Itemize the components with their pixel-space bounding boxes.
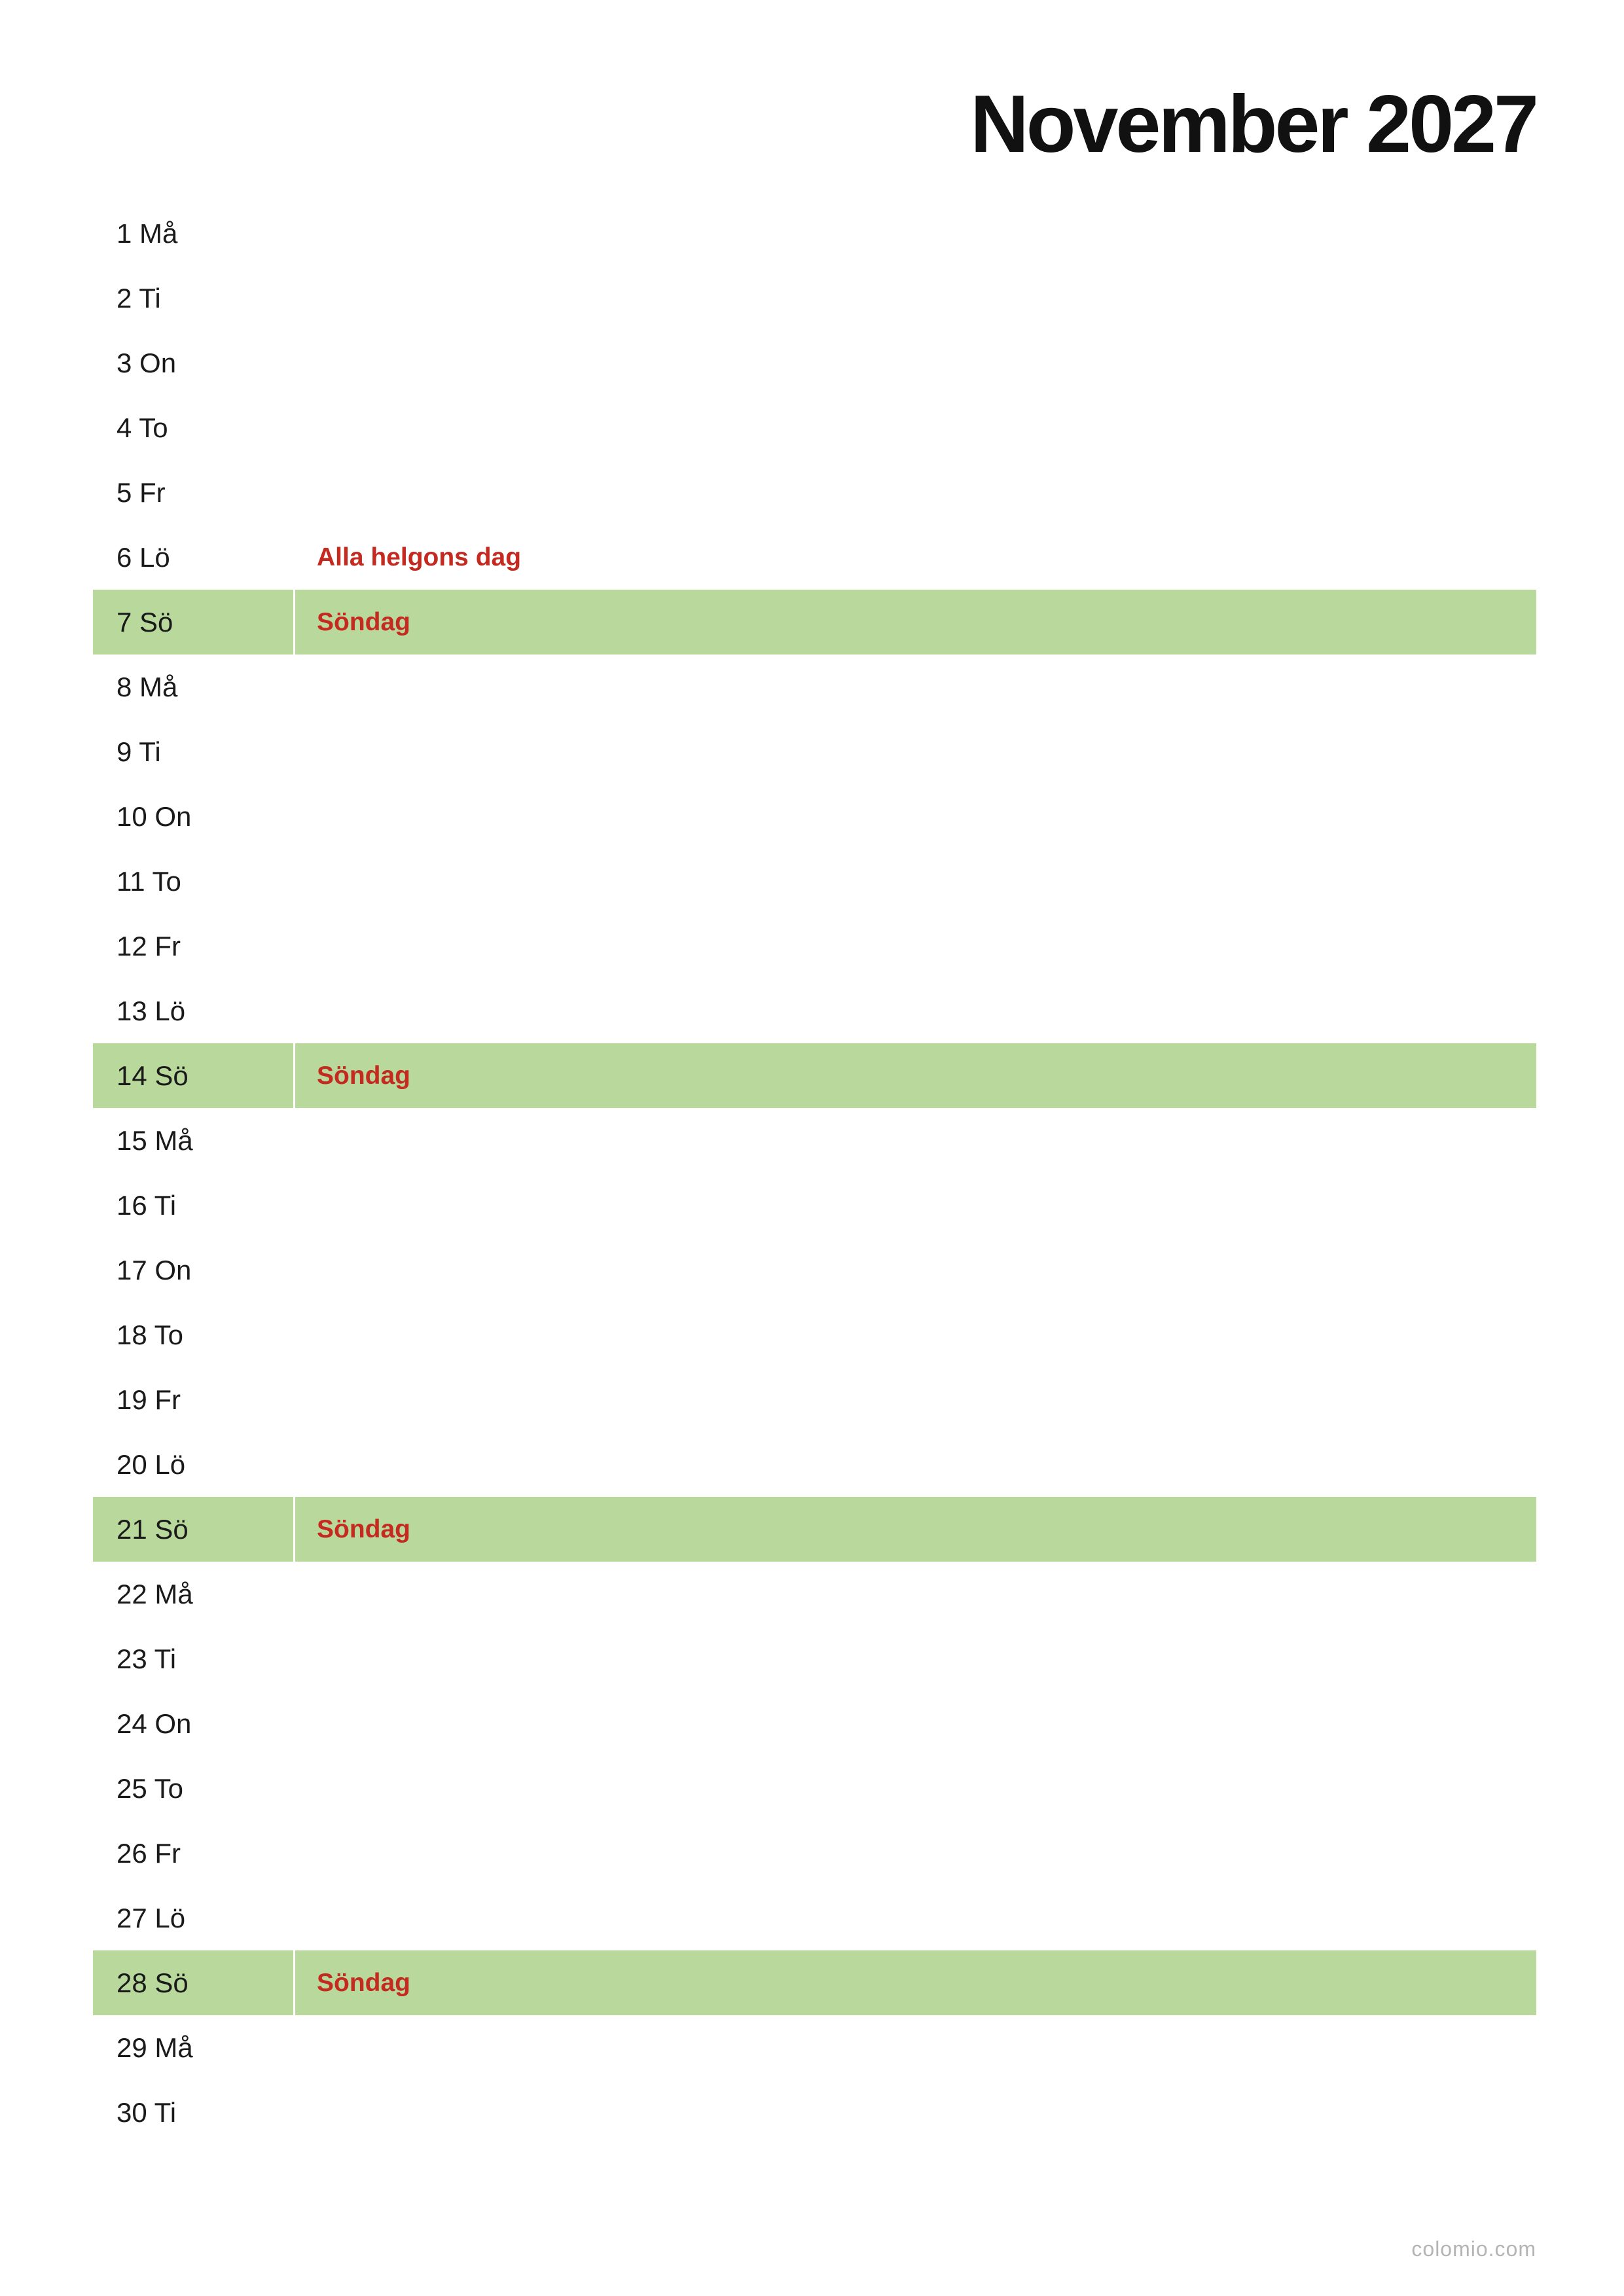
day-row (93, 784, 1536, 849)
day-row (93, 2015, 1536, 2080)
day-label: 3 On (117, 347, 177, 378)
day-label: 11 To (117, 865, 181, 897)
day-row (93, 978, 1536, 1043)
day-label: 16 Ti (117, 1189, 177, 1221)
day-row (93, 914, 1536, 978)
day-row (93, 1691, 1536, 1756)
day-label: 5 Fr (117, 476, 166, 508)
day-label: 9 Ti (117, 736, 161, 767)
day-label: 6 Lö (117, 541, 170, 573)
day-event: Söndag (317, 1061, 410, 1090)
day-row (93, 331, 1536, 395)
day-label: 29 Må (117, 2032, 193, 2063)
day-row (93, 201, 1536, 266)
day-row (93, 1238, 1536, 1302)
day-row (93, 395, 1536, 460)
day-label: 30 Ti (117, 2096, 177, 2128)
day-row (93, 1756, 1536, 1821)
day-label: 18 To (117, 1319, 183, 1350)
day-label: 24 On (117, 1708, 192, 1739)
day-label: 4 To (117, 412, 168, 443)
day-label: 14 Sö (117, 1060, 189, 1091)
day-label: 15 Må (117, 1124, 193, 1156)
day-label: 26 Fr (117, 1837, 181, 1869)
day-label: 28 Sö (117, 1967, 189, 1998)
day-event: Alla helgons dag (317, 543, 522, 571)
day-row (93, 719, 1536, 784)
day-label: 1 Må (117, 217, 178, 249)
day-row (93, 266, 1536, 331)
footer-credit: colomio.com (1411, 2237, 1536, 2261)
day-row (93, 1367, 1536, 1432)
day-row (93, 655, 1536, 719)
day-label: 25 To (117, 1772, 183, 1804)
day-row (93, 1562, 1536, 1626)
day-event: Söndag (317, 1968, 410, 1997)
day-row (93, 1173, 1536, 1238)
day-row-sunday (93, 590, 1536, 655)
day-event: Söndag (317, 607, 410, 636)
day-list (93, 201, 1536, 2145)
day-row (93, 525, 1536, 590)
day-row (93, 1821, 1536, 1886)
day-label: 22 Må (117, 1578, 193, 1609)
day-event: Söndag (317, 1515, 410, 1543)
day-row (93, 2080, 1536, 2145)
day-label: 8 Må (117, 671, 178, 702)
day-label: 13 Lö (117, 995, 186, 1026)
day-label: 23 Ti (117, 1643, 177, 1674)
day-label: 19 Fr (117, 1384, 181, 1415)
day-row-sunday (93, 1950, 1536, 2015)
day-label: 20 Lö (117, 1448, 186, 1480)
day-row (93, 1302, 1536, 1367)
day-row (93, 1626, 1536, 1691)
day-label: 27 Lö (117, 1902, 186, 1933)
day-label: 12 Fr (117, 930, 181, 961)
day-label: 10 On (117, 800, 192, 832)
day-row-sunday (93, 1043, 1536, 1108)
day-row (93, 1108, 1536, 1173)
day-label: 2 Ti (117, 282, 161, 314)
day-label: 21 Sö (117, 1513, 189, 1545)
day-row (93, 1886, 1536, 1950)
day-row (93, 460, 1536, 525)
day-row-sunday (93, 1497, 1536, 1562)
day-row (93, 1432, 1536, 1497)
day-label: 7 Sö (117, 606, 173, 637)
day-label: 17 On (117, 1254, 192, 1285)
day-row (93, 849, 1536, 914)
page-title: November 2027 (970, 79, 1536, 170)
